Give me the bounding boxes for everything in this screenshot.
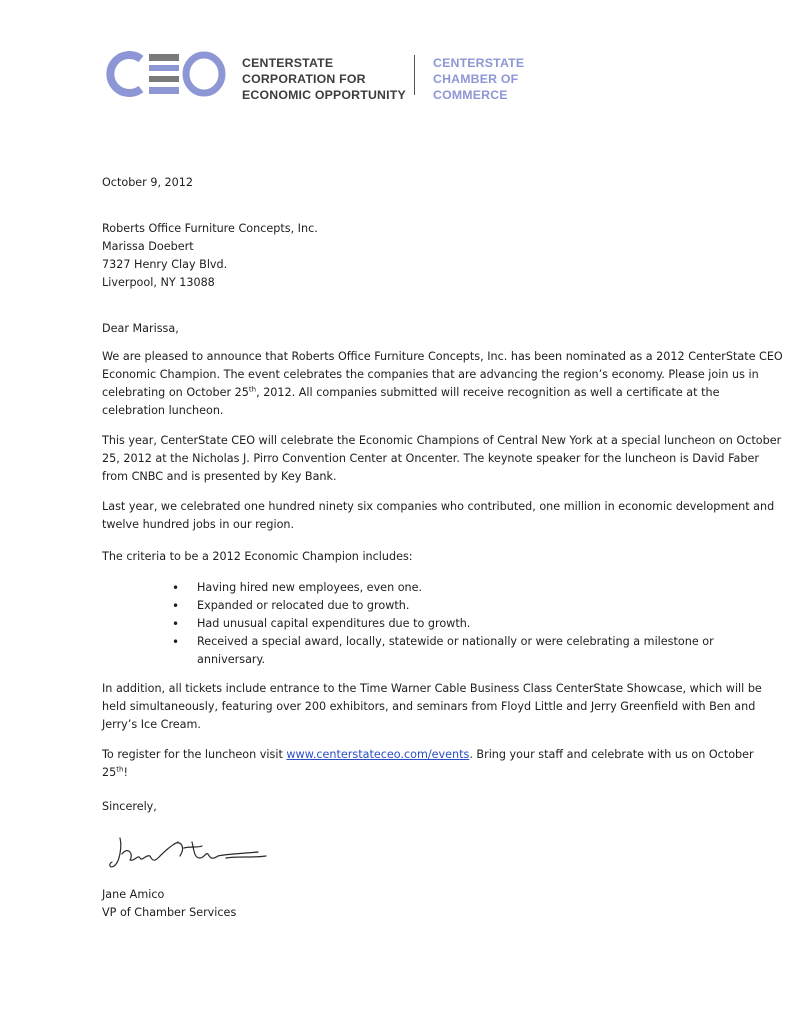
events-link[interactable]: www.centerstateceo.com/events	[286, 748, 470, 761]
address-line: Roberts Office Furniture Concepts, Inc.	[102, 222, 318, 235]
paragraph-line: In addition, all tickets include entrance to the Time Warner Cable Business Class CenterState Showcase, which will be	[102, 682, 762, 695]
text-run: , 2012. All companies submitted will receive recognition as well a certificate at the	[256, 386, 720, 399]
paragraph-line	[102, 764, 712, 782]
paragraph-line: Jerry’s Ice Cream.	[102, 718, 201, 731]
paragraph-last-year	[102, 498, 775, 534]
logo-e-bar-1	[149, 54, 179, 61]
letter-date: October 9, 2012	[102, 176, 194, 189]
paragraph-line: held simultaneously, featuring over 200 exhibitors, and seminars from Floyd Little and Jerry Greenfield with Ben and	[102, 700, 756, 713]
criteria-item	[172, 579, 692, 597]
address-line: 7327 Henry Clay Blvd.	[102, 258, 228, 271]
text-run: To register for the luncheon visit	[102, 748, 287, 761]
paragraph-showcase	[102, 680, 762, 734]
logo-e-bar-2	[149, 65, 179, 71]
criteria-text: • Having hired new employees, even one.	[197, 581, 423, 594]
paragraph-line: 25, 2012 at the Nicholas J. Pirro Convention Center at Oncenter. The keynote speaker for the luncheon is David Faber	[102, 452, 759, 465]
paragraph-luncheon	[102, 432, 782, 486]
recipient-address	[102, 220, 712, 292]
letterhead-divider	[414, 55, 415, 95]
org-name-chamber	[433, 55, 524, 103]
text-run: 25	[102, 766, 117, 779]
org-name-ceo	[242, 55, 406, 103]
org-line: COMMERCE	[433, 88, 508, 102]
paragraph-line: from CNBC and is presented by Key Bank.	[102, 470, 337, 483]
handwritten-signature	[108, 832, 273, 874]
paragraph-line: twelve hundred jobs in our region.	[102, 518, 295, 531]
paragraph-line: celebration luncheon.	[102, 404, 224, 417]
logo-e-bar-4	[149, 87, 179, 94]
logo-o-shape	[186, 55, 222, 93]
criteria-item	[172, 597, 692, 615]
paragraph-line: Economic Champion. The event celebrates the companies that are advancing the region’s economy. Please join us in	[102, 368, 759, 381]
org-line: CENTERSTATE	[242, 56, 334, 70]
paragraph-line: We are pleased to announce that Roberts Office Furniture Concepts, Inc. has been nominated as a 2012 CenterState CEO	[102, 350, 783, 363]
criteria-text: • Expanded or relocated due to growth.	[197, 599, 410, 612]
superscript: th	[248, 385, 257, 394]
paragraph-line: Last year, we celebrated one hundred ninety six companies who contributed, one million in economic development and	[102, 500, 775, 513]
ceo-logo	[103, 51, 227, 97]
paragraph-register	[102, 746, 754, 782]
criteria-text: anniversary.	[197, 653, 266, 666]
signer-title: VP of Chamber Services	[102, 906, 237, 919]
criteria-item	[172, 633, 714, 669]
criteria-intro: The criteria to be a 2012 Economic Champion includes:	[102, 550, 413, 563]
org-line: CHAMBER OF	[433, 72, 519, 86]
org-line: CENTERSTATE	[433, 56, 525, 70]
text-run: !	[123, 766, 128, 779]
address-line: Liverpool, NY 13088	[102, 276, 215, 289]
text-run: . Bring your staff and celebrate with us on October	[469, 748, 754, 761]
address-line: Marissa Doebert	[102, 240, 194, 253]
paragraph-line	[102, 384, 720, 402]
logo-c-shape	[110, 55, 141, 93]
paragraph-announcement	[102, 348, 783, 420]
criteria-text: • Received a special award, locally, statewide or nationally or were celebrating a milestone or	[197, 635, 714, 648]
criteria-list	[172, 579, 714, 669]
paragraph-line	[102, 746, 754, 764]
closing: Sincerely,	[102, 800, 157, 813]
criteria-item	[172, 615, 692, 633]
signer-name: Jane Amico	[102, 888, 165, 901]
criteria-text: • Had unusual capital expenditures due to growth.	[197, 617, 471, 630]
org-line: ECONOMIC OPPORTUNITY	[242, 88, 406, 102]
salutation: Dear Marissa,	[102, 322, 179, 335]
paragraph-line: This year, CenterState CEO will celebrate the Economic Champions of Central New York at a special luncheon on October	[102, 434, 782, 447]
text-run: celebrating on October 25	[102, 386, 249, 399]
superscript: th	[116, 765, 124, 774]
logo-e-bar-3	[149, 76, 179, 82]
org-line: CORPORATION FOR	[242, 72, 366, 86]
